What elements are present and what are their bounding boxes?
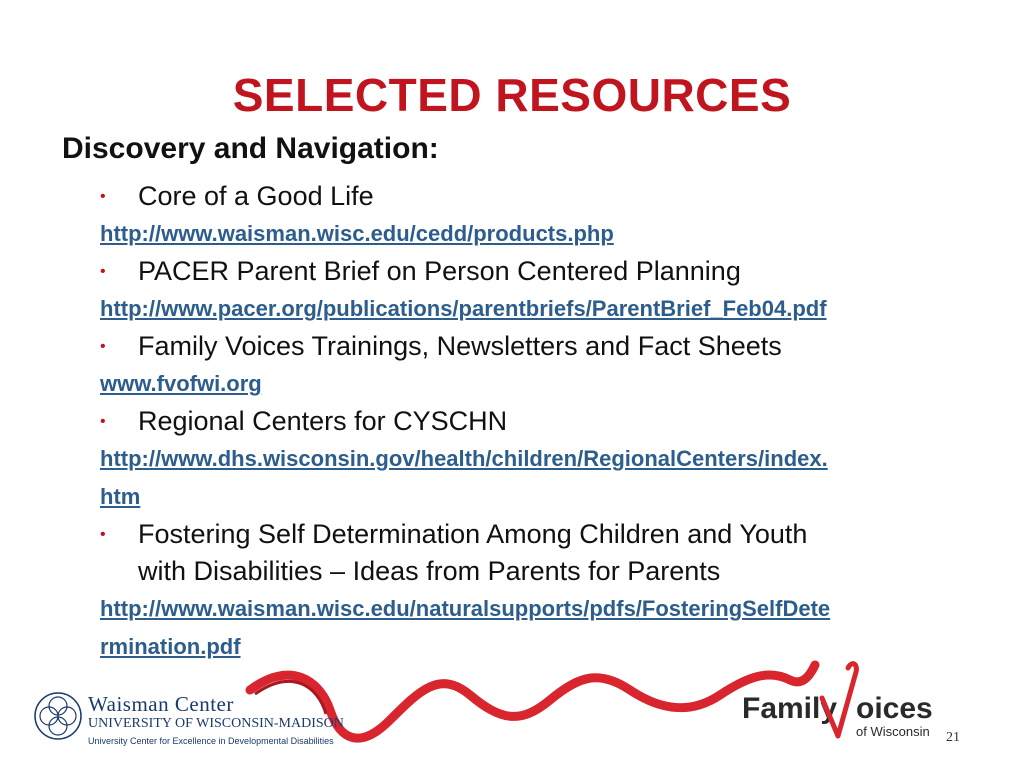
page-number: 21: [946, 730, 960, 745]
resource-label-line: Fostering Self Determination Among Children and Youth: [138, 519, 808, 549]
resource-label: Regional Centers for CYSCHN: [138, 406, 508, 436]
waisman-logo-tagline: University Center for Excellence in Developmental Disabilities: [88, 736, 334, 746]
bullet-icon: •: [100, 188, 106, 205]
fv-logo-voices: oices: [856, 692, 933, 725]
slide-title: SELECTED RESOURCES: [232, 69, 792, 121]
resource-link[interactable]: http://www.waisman.wisc.edu/cedd/products.php: [100, 221, 614, 246]
resource-link-line: http://www.dhs.wisconsin.gov/health/children/RegionalCenters/index.: [100, 446, 828, 471]
resource-link-line: htm: [100, 484, 141, 509]
resource-label: Family Voices Trainings, Newsletters and Fact Sheets: [138, 331, 782, 361]
resource-link[interactable]: http://www.pacer.org/publications/parentbriefs/ParentBrief_Feb04.pdf: [100, 296, 827, 321]
resource-link-line: rmination.pdf: [100, 634, 241, 659]
resource-link[interactable]: [100, 440, 980, 516]
section-heading: Discovery and Navigation:: [62, 132, 439, 165]
resource-item: [100, 403, 980, 516]
waisman-logo-university: UNIVERSITY OF WISCONSIN-MADISON: [88, 716, 344, 731]
resource-label-line: with Disabilities – Ideas from Parents for Parents: [138, 556, 721, 586]
bullet-icon: •: [100, 263, 106, 280]
resource-list: [100, 178, 980, 666]
resource-item: [100, 178, 980, 253]
resource-link[interactable]: www.fvofwi.org: [100, 371, 262, 396]
resource-item: [100, 328, 980, 403]
fv-logo-state: of Wisconsin: [856, 724, 930, 739]
bullet-icon: •: [100, 413, 106, 430]
resource-link-line: http://www.waisman.wisc.edu/naturalsupports/pdfs/FosteringSelfDete: [100, 596, 831, 621]
waisman-logo-name: Waisman Center: [88, 692, 234, 716]
resource-item: [100, 516, 980, 666]
resource-item: [100, 253, 980, 328]
resource-label: Core of a Good Life: [138, 181, 374, 211]
resource-label: PACER Parent Brief on Person Centered Planning: [138, 256, 741, 286]
bullet-icon: •: [100, 526, 106, 543]
fv-logo-family: Family: [742, 692, 838, 725]
bullet-icon: •: [100, 338, 106, 355]
waisman-seal-icon: [32, 690, 84, 742]
